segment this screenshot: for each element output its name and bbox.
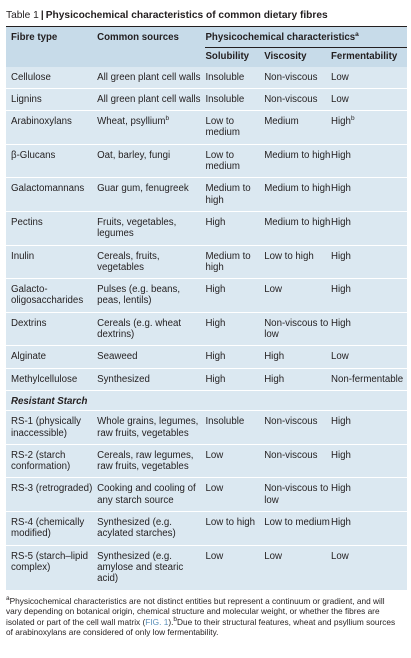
footnote-mark-a: a — [355, 31, 359, 38]
cell-sources: Synthesized — [97, 368, 205, 390]
cell-solubility: High — [205, 368, 264, 390]
cell-fibre-type: Methylcellulose — [6, 368, 97, 390]
table-row — [6, 178, 407, 212]
cell-fibre-type: RS-1 (physically inaccessible) — [6, 411, 97, 445]
footnote-mark-b: b — [350, 115, 355, 123]
cell-solubility: High — [205, 279, 264, 313]
cell-sources: Oat, barley, fungi — [97, 144, 205, 178]
table-row — [6, 211, 407, 245]
cell-fermentability: High — [331, 512, 407, 546]
cell-sources: All green plant cell walls — [97, 71, 201, 83]
cell-viscosity: Medium to high — [264, 178, 331, 212]
cell-solubility: Insoluble — [205, 71, 245, 83]
caption-separator: | — [40, 10, 44, 21]
table-row — [6, 245, 407, 279]
cell-fermentability: High — [331, 245, 407, 279]
table-row — [6, 478, 407, 512]
table-row — [6, 144, 407, 178]
fibre-table — [6, 27, 407, 590]
cell-fibre-type: Inulin — [6, 245, 97, 279]
cell-viscosity: High — [264, 368, 331, 390]
table-number: Table 1 — [6, 10, 39, 21]
cell-fermentability: High — [331, 444, 407, 478]
cell-fibre-type: Galacto-oligosaccharides — [6, 279, 97, 313]
table-row — [6, 111, 407, 145]
header-fermentability: Fermentability — [331, 48, 407, 67]
table-row — [6, 88, 407, 110]
cell-sources: Cooking and cooling of any starch source — [97, 478, 205, 512]
cell-fermentability: High — [331, 312, 407, 346]
cell-fermentability: Low — [331, 346, 407, 368]
cell-fibre-type: RS-5 (starch–lipid complex) — [6, 545, 97, 589]
table-row — [6, 346, 407, 368]
cell-solubility: Low to medium — [205, 144, 264, 178]
cell-fibre-type: Lignins — [6, 88, 97, 110]
cell-solubility: High — [205, 346, 264, 368]
table-title: Physicochemical characteristics of common dietary fibres — [45, 10, 328, 21]
cell-viscosity: Non-viscous — [264, 71, 318, 83]
cell-viscosity: Medium — [264, 111, 331, 145]
cell-fibre-type: Galactomannans — [6, 178, 97, 212]
header-viscosity: Viscosity — [264, 48, 331, 67]
cell-fermentability: High — [331, 411, 407, 445]
cell-sources: Pulses (e.g. beans, peas, lentils) — [97, 279, 205, 313]
cell-fermentability: Low — [331, 71, 349, 83]
cell-sources: Wheat, psyllium$^b$ — [97, 111, 205, 145]
cell-sources: Cereals (e.g. wheat dextrins) — [97, 312, 205, 346]
cell-fibre-type: RS-2 (starch conformation) — [6, 444, 97, 478]
header-physicochemical — [205, 27, 407, 48]
cell-sources: Cereals, fruits, vegetables — [97, 245, 205, 279]
footnote-b: Due to their structural features, wheat and psyllium sources of arabinoxylans are considered of only low fermentability. — [6, 616, 396, 637]
table-header — [6, 27, 407, 67]
cell-sources: Fruits, vegetables, legumes — [97, 211, 205, 245]
cell-fermentability: High$^b$ — [331, 111, 407, 145]
cell-solubility: Low — [205, 478, 264, 512]
cell-sources: Synthesized (e.g. amylose and stearic acid) — [97, 545, 205, 589]
cell-fibre-type: Cellulose — [11, 71, 51, 83]
cell-sources: Synthesized (e.g. acylated starches) — [97, 512, 205, 546]
cell-solubility: Insoluble — [205, 411, 264, 445]
cell-fermentability: High — [331, 279, 407, 313]
cell-viscosity: Medium to high — [264, 144, 331, 178]
cell-fibre-type: RS-3 (retrograded) — [6, 478, 97, 512]
cell-fermentability: High — [331, 478, 407, 512]
resistant-starch-rows — [6, 411, 407, 590]
table-row — [6, 545, 407, 589]
cell-viscosity: Low to high — [264, 245, 331, 279]
cell-fermentability: Low — [331, 545, 407, 589]
cell-viscosity: Low — [264, 545, 331, 589]
cell-fibre-type: Alginate — [6, 346, 97, 368]
footnote-a: $^a$Physicochemical characteristics are not distinct entities but represent a continuum or gradient, and will vary depending on botanical origin, chemical structure and molecular weight, or whether the fibres are isolated or part of the cell wall matrix (FIG. 1).$^b$Due to their structural features, wheat and psyllium sources of arabinoxylans are considered of only low fermentability. — [6, 595, 396, 637]
cell-sources: Seaweed — [97, 346, 205, 368]
cell-fermentability: Low — [331, 88, 407, 110]
table-caption — [6, 10, 406, 22]
cell-viscosity: Non-viscous — [264, 88, 331, 110]
cell-fibre-type: Pectins — [6, 211, 97, 245]
cell-fermentability: Non-fermentable — [331, 368, 407, 390]
cell-fermentability: High — [331, 144, 407, 178]
cell-solubility: Low — [205, 545, 264, 589]
resistant-starch-section — [6, 390, 407, 410]
cell-solubility: High — [205, 312, 264, 346]
cell-fermentability: High — [331, 178, 407, 212]
cell-sources: Guar gum, fenugreek — [97, 178, 205, 212]
cell-solubility: Insoluble — [205, 88, 264, 110]
table-row — [6, 512, 407, 546]
cell-fermentability: High — [331, 211, 407, 245]
cell-sources: Cereals, raw legumes, raw fruits, vegetables — [97, 444, 205, 478]
cell-sources: All green plant cell walls — [97, 88, 205, 110]
header-physicochemical-label: Physicochemical characteristics — [205, 32, 356, 43]
header-fibre-type: Fibre type — [11, 32, 58, 43]
cell-fibre-type: RS-4 (chemically modified) — [6, 512, 97, 546]
cell-viscosity: Non-viscous — [264, 444, 331, 478]
table-row — [6, 411, 407, 445]
cell-sources: Whole grains, legumes, raw fruits, vegetables — [97, 411, 205, 445]
section-label: Resistant Starch — [6, 390, 407, 410]
cell-solubility: Low — [205, 444, 264, 478]
cell-solubility: Medium to high — [205, 245, 264, 279]
table-row — [6, 368, 407, 390]
table-row — [6, 67, 407, 89]
header-solubility: Solubility — [205, 48, 264, 67]
cell-fibre-type: Dextrins — [6, 312, 97, 346]
cell-solubility: Low to medium — [205, 111, 264, 145]
cell-viscosity: Non-viscous to low — [264, 312, 331, 346]
cell-viscosity: Non-viscous to low — [264, 478, 331, 512]
table-row — [6, 279, 407, 313]
table-row — [6, 312, 407, 346]
cell-viscosity: Non-viscous — [264, 411, 331, 445]
cell-viscosity: Medium to high — [264, 211, 331, 245]
cell-solubility: Low to high — [205, 512, 264, 546]
cell-fibre-type: β-Glucans — [6, 144, 97, 178]
cell-viscosity: High — [264, 346, 331, 368]
fibre-rows — [6, 67, 407, 391]
header-common-sources: Common sources — [97, 32, 179, 43]
table-body — [6, 27, 407, 590]
footnote-mark-b: b — [165, 115, 170, 123]
figure-link[interactable]: FIG. 1 — [145, 616, 169, 627]
table-footnotes — [6, 596, 402, 637]
cell-fibre-type: Arabinoxylans — [6, 111, 97, 145]
cell-solubility: High — [205, 211, 264, 245]
cell-solubility: Medium to high — [205, 178, 264, 212]
cell-viscosity: Low to medium — [264, 512, 331, 546]
table-row — [6, 444, 407, 478]
cell-viscosity: Low — [264, 279, 331, 313]
